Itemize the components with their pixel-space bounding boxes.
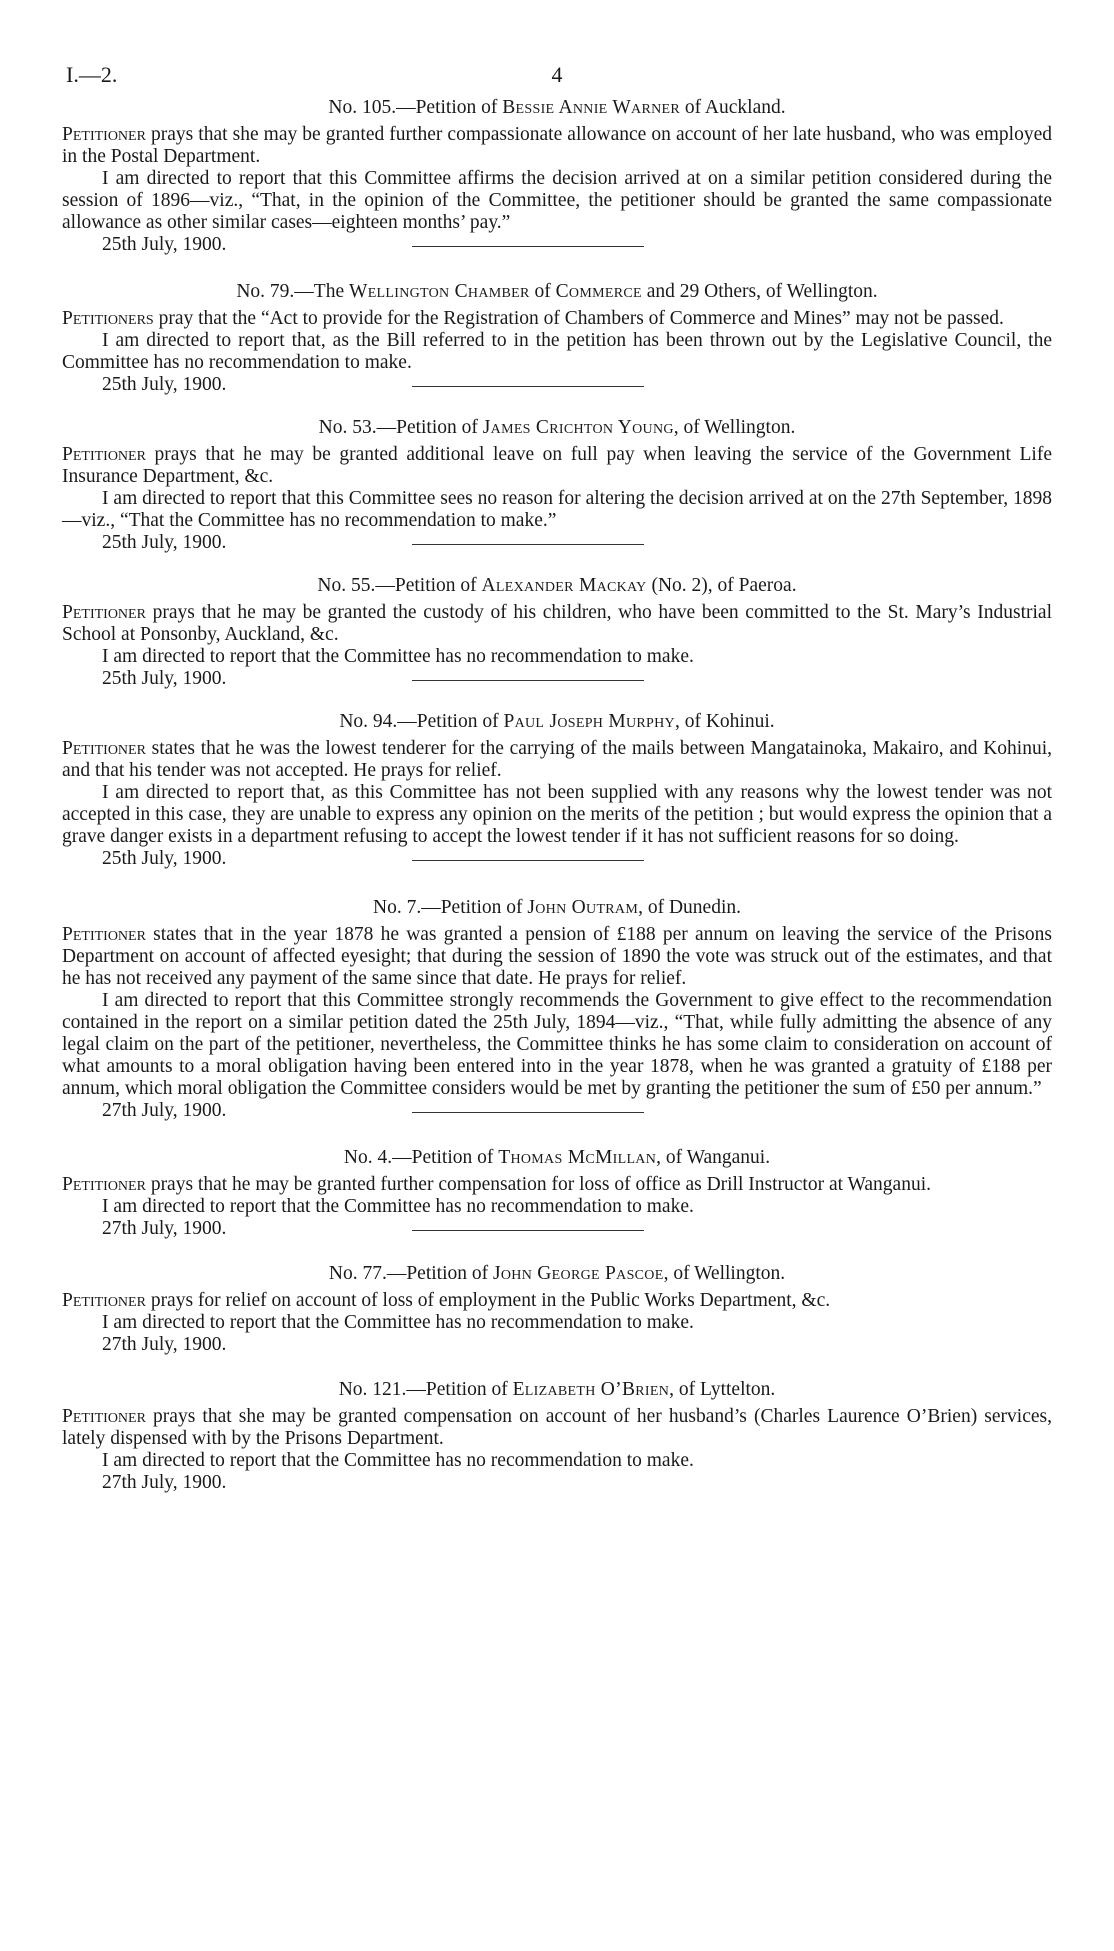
committee-report: I am directed to report that the Committee has no recommendation to make. <box>102 1450 694 1471</box>
petitioner-name: Bessie Annie Warner <box>502 97 680 118</box>
petitioner-name: John George Pascoe <box>493 1263 664 1284</box>
committee-report: I am directed to report that, as the Bill referred to in the petition has been thrown out by the Legislative Council, the Committee has no recommendation to make. <box>62 330 1052 373</box>
separator-rule <box>412 544 644 545</box>
report-date: 27th July, 1900. <box>62 1218 1052 1240</box>
petition-statement: Petitioner prays that he may be granted additional leave on full pay when leaving the service of the Government Life Insurance Department, &c. <box>62 444 1052 487</box>
petitioner-name: James Crichton Young <box>482 417 674 438</box>
committee-report: I am directed to report that the Committee has no recommendation to make. <box>102 646 694 667</box>
committee-report: I am directed to report that this Committee strongly recommends the Government to give effect to the recommendation contained in the report on a similar petition dated the 25th July, 1894—viz., “That, while fully admitting the absence of any legal claim on the part of the petitioner, nevertheless, the Committee thinks he has some claim to consideration on account of what amounts to a moral obligation having been entered into in the year 1878, when he was granted a gratuity of £188 per annum, which moral obligation the Committee considers would be met by granting the petitioner the sum of £50 per annum.” <box>62 990 1052 1099</box>
petition-entry <box>62 1378 1052 1494</box>
petition-statement: Petitioner prays that he may be granted the custody of his children, who have been committed to the St. Mary’s Industrial School at Ponsonby, Auckland, &c. <box>62 602 1052 645</box>
petitioner-name: John Outram <box>527 897 639 918</box>
petition-title: No. 121.—Petition of Elizabeth O’Brien, of Lyttelton. <box>338 1379 776 1400</box>
petitioner-name: Paul Joseph Murphy <box>503 711 675 732</box>
paper-reference: I.—2. <box>66 62 118 87</box>
committee-report: I am directed to report that this Committee affirms the decision arrived at on a similar petition considered during the session of 1896—viz., “That, in the opinion of the Committee, the petitioner should be granted the same compassionate allowance as other similar cases—eighteen months’ pay.” <box>62 168 1052 233</box>
report-date: 25th July, 1900. <box>62 374 1052 396</box>
page-header <box>62 52 1052 92</box>
petition-title: No. 7.—Petition of John Outram, of Dunedin. <box>372 897 742 918</box>
separator-rule <box>412 386 644 387</box>
petition-statement: Petitioners pray that the “Act to provide for the Registration of Chambers of Commerce and Mines” may not be passed. <box>62 308 1004 329</box>
separator-rule <box>412 246 644 247</box>
report-date: 25th July, 1900. <box>62 848 1052 870</box>
petition-title: No. 79.—The Wellington Chamber of Commerce and 29 Others, of Wellington. <box>236 281 878 302</box>
petition-entry <box>62 574 1052 690</box>
petition-entry <box>62 1262 1052 1356</box>
report-date: 27th July, 1900. <box>62 1100 1052 1122</box>
petition-statement: Petitioner prays that she may be granted further compassionate allowance on account of her late husband, who was employed in the Postal Department. <box>62 124 1052 167</box>
page-number: 4 <box>551 62 563 87</box>
petition-statement: Petitioner prays that he may be granted further compensation for loss of office as Drill Instructor at Wanganui. <box>62 1174 931 1195</box>
petition-title: No. 94.—Petition of Paul Joseph Murphy, of Kohinui. <box>339 711 775 732</box>
petition-statement: Petitioner prays for relief on account of loss of employment in the Public Works Department, &c. <box>62 1290 831 1311</box>
committee-report: I am directed to report that the Committee has no recommendation to make. <box>102 1196 694 1217</box>
petition-statement: Petitioner states that he was the lowest tenderer for the carrying of the mails between Mangatainoka, Makairo, and Kohinui, and that his tender was not accepted. He prays for relief. <box>62 738 1052 781</box>
petition-entry <box>62 710 1052 870</box>
petition-entry <box>62 896 1052 1122</box>
separator-rule <box>412 680 644 681</box>
committee-report: I am directed to report that, as this Committee has not been supplied with any reasons why the lowest tender was not accepted in this case, they are unable to express any opinion on the merits of the petition ; but would express the opinion that a grave danger exists in a department refusing to accept the lowest tender if it has not sufficient reasons for so doing. <box>62 782 1052 847</box>
petition-entry <box>62 280 1052 396</box>
petition-entry <box>62 1146 1052 1240</box>
report-date: 27th July, 1900. <box>102 1334 227 1355</box>
separator-rule <box>412 1230 644 1231</box>
document-page <box>62 52 1052 1494</box>
petition-entry <box>62 96 1052 256</box>
petition-title: No. 77.—Petition of John George Pascoe, of Wellington. <box>328 1263 786 1284</box>
petition-entry <box>62 416 1052 554</box>
petitioner-name: Elizabeth O’Brien <box>512 1379 670 1400</box>
report-date: 27th July, 1900. <box>102 1472 227 1493</box>
petitioner-name: Thomas McMillan <box>498 1147 657 1168</box>
petition-title: No. 55.—Petition of Alexander Mackay (No. 2), of Paeroa. <box>317 575 797 596</box>
report-date: 25th July, 1900. <box>62 532 1052 554</box>
report-date: 25th July, 1900. <box>62 234 1052 256</box>
separator-rule <box>412 860 644 861</box>
petition-title: No. 53.—Petition of James Crichton Young, of Wellington. <box>318 417 796 438</box>
petitioner-name: Alexander Mackay <box>481 575 647 596</box>
petition-statement: Petitioner states that in the year 1878 he was granted a pension of £188 per annum on leaving the service of the Prisons Department on account of affected eyesight; that during the session of 1890 the vote was struck out of the estimates, and that he has not received any payment of the same since that date. He prays for relief. <box>62 924 1052 989</box>
petition-statement: Petitioner prays that she may be granted compensation on account of her husband’s (Charles Laurence O’Brien) services, lately dispensed with by the Prisons Department. <box>62 1406 1052 1449</box>
report-date: 25th July, 1900. <box>62 668 1052 690</box>
committee-report: I am directed to report that the Committee has no recommendation to make. <box>102 1312 694 1333</box>
petition-title: No. 4.—Petition of Thomas McMillan, of Wanganui. <box>343 1147 771 1168</box>
petition-title: No. 105.—Petition of Bessie Annie Warner of Auckland. <box>328 97 786 118</box>
separator-rule <box>412 1112 644 1113</box>
committee-report: I am directed to report that this Committee sees no reason for altering the decision arrived at on the 27th September, 1898—viz., “That the Committee has no recommendation to make.” <box>62 488 1052 531</box>
petitioner-name: Wellington Chamber <box>348 281 530 302</box>
